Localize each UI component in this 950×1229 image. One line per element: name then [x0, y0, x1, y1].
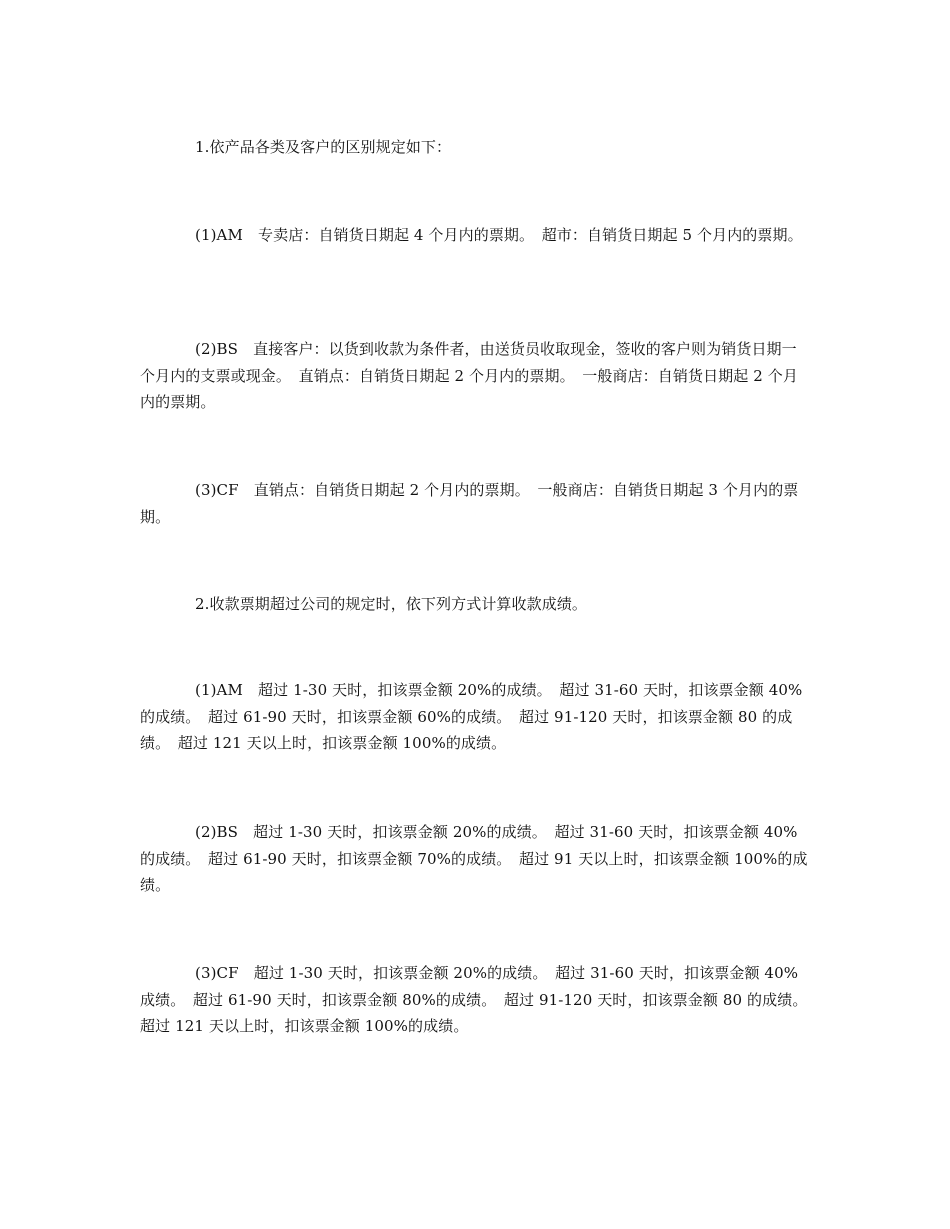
paragraph-bs-ticket-period: (2)BS 直接客户：以货到收款为条件者，由送货员收取现金，签收的客户则为销货日期一个月内的支票或现金。 直销点：自销货日期起 2 个月内的票期。 一般商店：自销货日期起 2 个月内的票期。 — [140, 340, 798, 411]
section-heading-overdue-calculation: 2.收款票期超过公司的规定时，依下列方式计算收款成绩。 — [195, 595, 588, 613]
section-heading-ticket-periods: 1.依产品各类及客户的区别规定如下： — [195, 138, 452, 156]
paragraph-am-ticket-period: (1)AM 专卖店：自销货日期起 4 个月内的票期。 超市：自销货日期起 5 个月内的票期。 — [195, 226, 803, 244]
paragraph-cf-ticket-period: (3)CF 直销点：自销货日期起 2 个月内的票期。 一般商店：自销货日期起 3 个月内的票期。 — [140, 481, 799, 526]
paragraph-bs-overdue-rules: (2)BS 超过 1-30 天时，扣该票金额 20%的成绩。 超过 31-60 天时，扣该票金额 40%的成绩。 超过 61-90 天时，扣该票金额 70%的成绩。 超过 91 天以上时，扣该票金额 100%的成绩。 — [140, 823, 808, 894]
paragraph-cf-overdue-rules: (3)CF 超过 1-30 天时，扣该票金额 20%的成绩。 超过 31-60 天时，扣该票金额 40%成绩。 超过 61-90 天时，扣该票金额 80%的成绩。 超过 91-120 天时，扣该票金额 80 的成绩。 超过 121 天以上时，扣该票金额 100%的成绩。 — [140, 964, 816, 1035]
paragraph-am-overdue-rules: (1)AM 超过 1-30 天时，扣该票金额 20%的成绩。 超过 31-60 天时，扣该票金额 40%的成绩。 超过 61-90 天时，扣该票金额 60%的成绩。 超过 91-120 天时，扣该票金额 80 的成绩。 超过 121 天以上时，扣该票金额 100%的成绩。 — [140, 681, 803, 752]
